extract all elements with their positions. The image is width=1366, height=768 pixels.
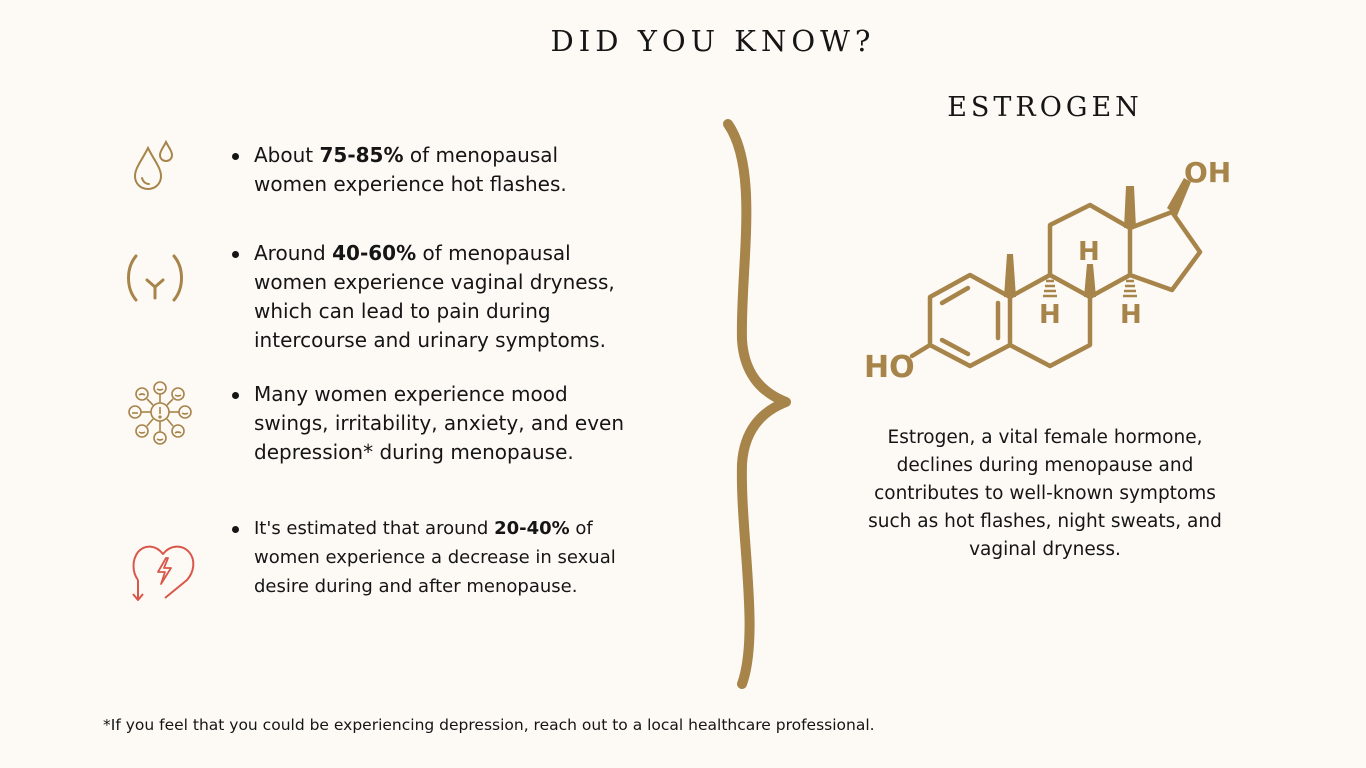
water-drops-icon (130, 140, 176, 192)
fact-mood-swings (232, 380, 632, 467)
fact-text: It's estimated that around 20-40% of women experience a decrease in sexual desire during and after menopause. (254, 518, 616, 597)
h-label-top: H (1078, 237, 1100, 267)
curly-brace-divider (700, 110, 810, 700)
fact-sexual-desire (232, 514, 632, 601)
fact-text: Around 40-60% of menopausal women experience vaginal dryness, which can lead to pain during intercourse and urinary symptoms. (254, 241, 615, 352)
bullet (232, 526, 239, 533)
estrogen-description: Estrogen, a vital female hormone, declines during menopause and contributes to well-known symptoms such as hot flashes, night sweats, and vaginal dryness. (868, 427, 1222, 560)
fact-text: Many women experience mood swings, irritability, anxiety, and even depression* during menopause. (254, 382, 625, 464)
bullet (232, 251, 239, 258)
page-title: DID YOU KNOW? (550, 24, 876, 58)
vagina-icon (124, 252, 186, 304)
mood-emotions-icon (125, 380, 195, 450)
bullet (232, 392, 239, 399)
fact-hot-flashes (232, 141, 632, 199)
estrogen-title: ESTROGEN (947, 92, 1143, 123)
footnote: *If you feel that you could be experiencing depression, reach out to a local healthcare professional. (103, 716, 875, 734)
broken-heart-decrease-icon (130, 540, 198, 604)
fact-vaginal-dryness (232, 239, 632, 355)
oh-label: OH (1184, 156, 1232, 189)
fact-text: About 75-85% of menopausal women experience hot flashes. (254, 143, 567, 196)
h-label-right: H (1120, 300, 1142, 330)
ho-label: HO (864, 350, 915, 385)
estrogen-molecule-diagram (855, 150, 1235, 390)
h-label-left: H (1039, 300, 1061, 330)
bullet (232, 153, 239, 160)
